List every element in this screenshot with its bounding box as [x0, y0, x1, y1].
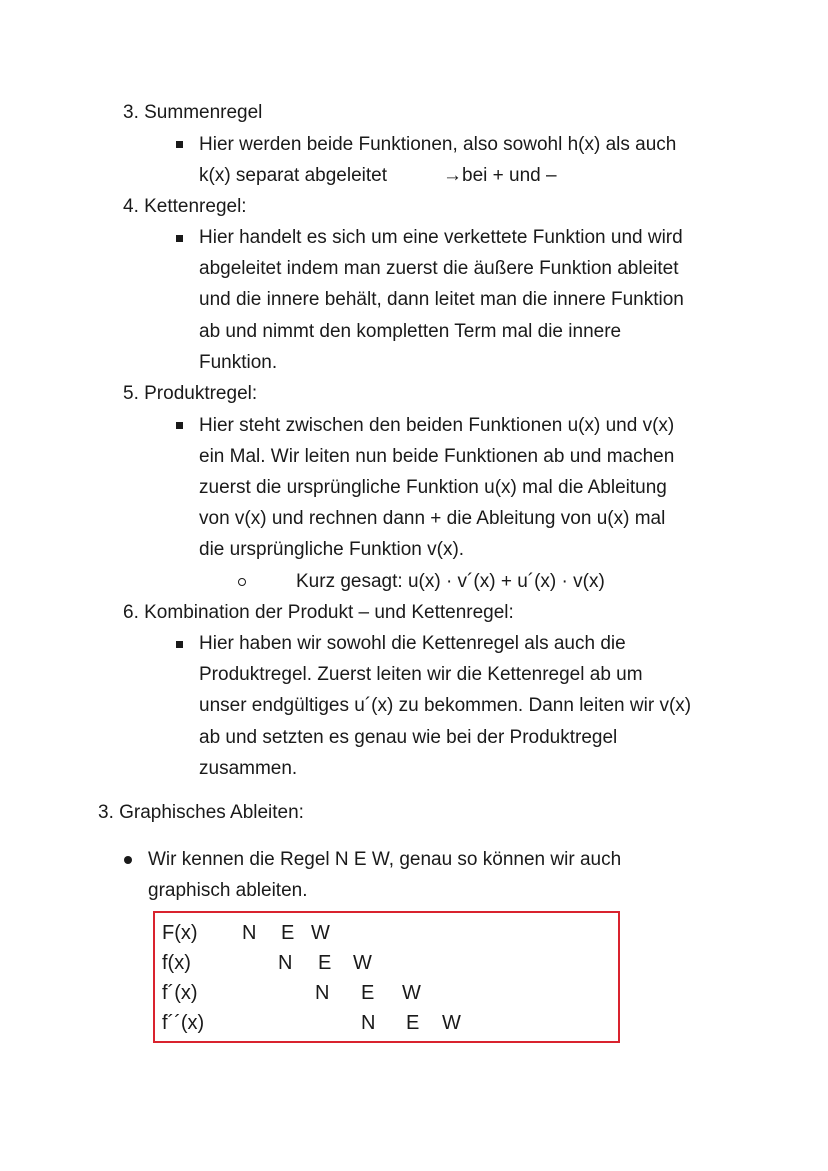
- kombination-text-line: unser endgültiges u´(x) zu bekommen. Dann leiten wir v(x): [199, 695, 692, 716]
- kettenregel-text-line: und die innere behält, dann leitet man die innere Funktion: [199, 289, 684, 310]
- produktregel-text-line: die ursprüngliche Funktion v(x).: [199, 539, 465, 560]
- square-bullet-icon: [176, 422, 183, 429]
- graphisch-text-line: graphisch ableiten.: [148, 880, 308, 901]
- graphisch-text-line: Wir kennen die Regel N E W, genau so können wir auch: [148, 849, 622, 870]
- new-row-label: f(x): [162, 952, 191, 974]
- heading-kombination: 6. Kombination der Produkt – und Kettenregel:: [123, 602, 514, 623]
- new-letter-e: E: [361, 982, 375, 1004]
- heading-kettenregel: 4. Kettenregel:: [123, 196, 247, 217]
- heading-graphisches-ableiten: 3. Graphisches Ableiten:: [98, 802, 304, 823]
- kettenregel-text-line: Hier handelt es sich um eine verkettete Funktion und wird: [199, 227, 683, 248]
- summenregel-note: →bei + und –: [443, 165, 557, 186]
- new-rule-box: [153, 911, 620, 1043]
- produktregel-summary: Kurz gesagt: u(x) · v´(x) + u´(x) · v(x): [296, 571, 605, 592]
- new-letter-e: E: [281, 922, 295, 944]
- produktregel-text-line: Hier steht zwischen den beiden Funktionen u(x) und v(x): [199, 415, 675, 436]
- new-letter-n: N: [315, 982, 330, 1004]
- produktregel-text-line: von v(x) und rechnen dann + die Ableitung von u(x) mal: [199, 508, 666, 529]
- new-row-label: f´(x): [162, 982, 198, 1004]
- heading-produktregel: 5. Produktregel:: [123, 383, 258, 404]
- heading-summenregel: 3. Summenregel: [123, 102, 263, 123]
- new-row-label: f´´(x): [162, 1012, 205, 1034]
- kettenregel-text-line: Funktion.: [199, 352, 278, 373]
- produktregel-text-line: ein Mal. Wir leiten nun beide Funktionen ab und machen: [199, 446, 675, 467]
- new-letter-w: W: [353, 952, 372, 974]
- circle-bullet-icon: [238, 578, 246, 586]
- kombination-text-line: Hier haben wir sowohl die Kettenregel als auch die: [199, 633, 626, 654]
- new-letter-n: N: [242, 922, 257, 944]
- produktregel-text-line: zuerst die ursprüngliche Funktion u(x) mal die Ableitung: [199, 477, 667, 498]
- kombination-text-line: Produktregel. Zuerst leiten wir die Kettenregel ab um: [199, 664, 643, 685]
- new-row-label: F(x): [162, 922, 198, 944]
- kettenregel-text-line: abgeleitet indem man zuerst die äußere Funktion ableitet: [199, 258, 679, 279]
- kombination-text-line: zusammen.: [199, 758, 298, 779]
- dot-bullet-icon: [124, 856, 132, 864]
- new-letter-n: N: [278, 952, 293, 974]
- new-letter-w: W: [402, 982, 421, 1004]
- summenregel-text-line: Hier werden beide Funktionen, also sowohl h(x) als auch: [199, 134, 677, 155]
- new-letter-n: N: [361, 1012, 376, 1034]
- new-letter-e: E: [406, 1012, 420, 1034]
- kombination-text-line: ab und setzten es genau wie bei der Produktregel: [199, 727, 618, 748]
- summenregel-text-line: k(x) separat abgeleitet: [199, 165, 387, 186]
- square-bullet-icon: [176, 641, 183, 648]
- new-letter-w: W: [311, 922, 330, 944]
- new-letter-w: W: [442, 1012, 461, 1034]
- square-bullet-icon: [176, 235, 183, 242]
- new-letter-e: E: [318, 952, 332, 974]
- square-bullet-icon: [176, 141, 183, 148]
- kettenregel-text-line: ab und nimmt den kompletten Term mal die innere: [199, 321, 622, 342]
